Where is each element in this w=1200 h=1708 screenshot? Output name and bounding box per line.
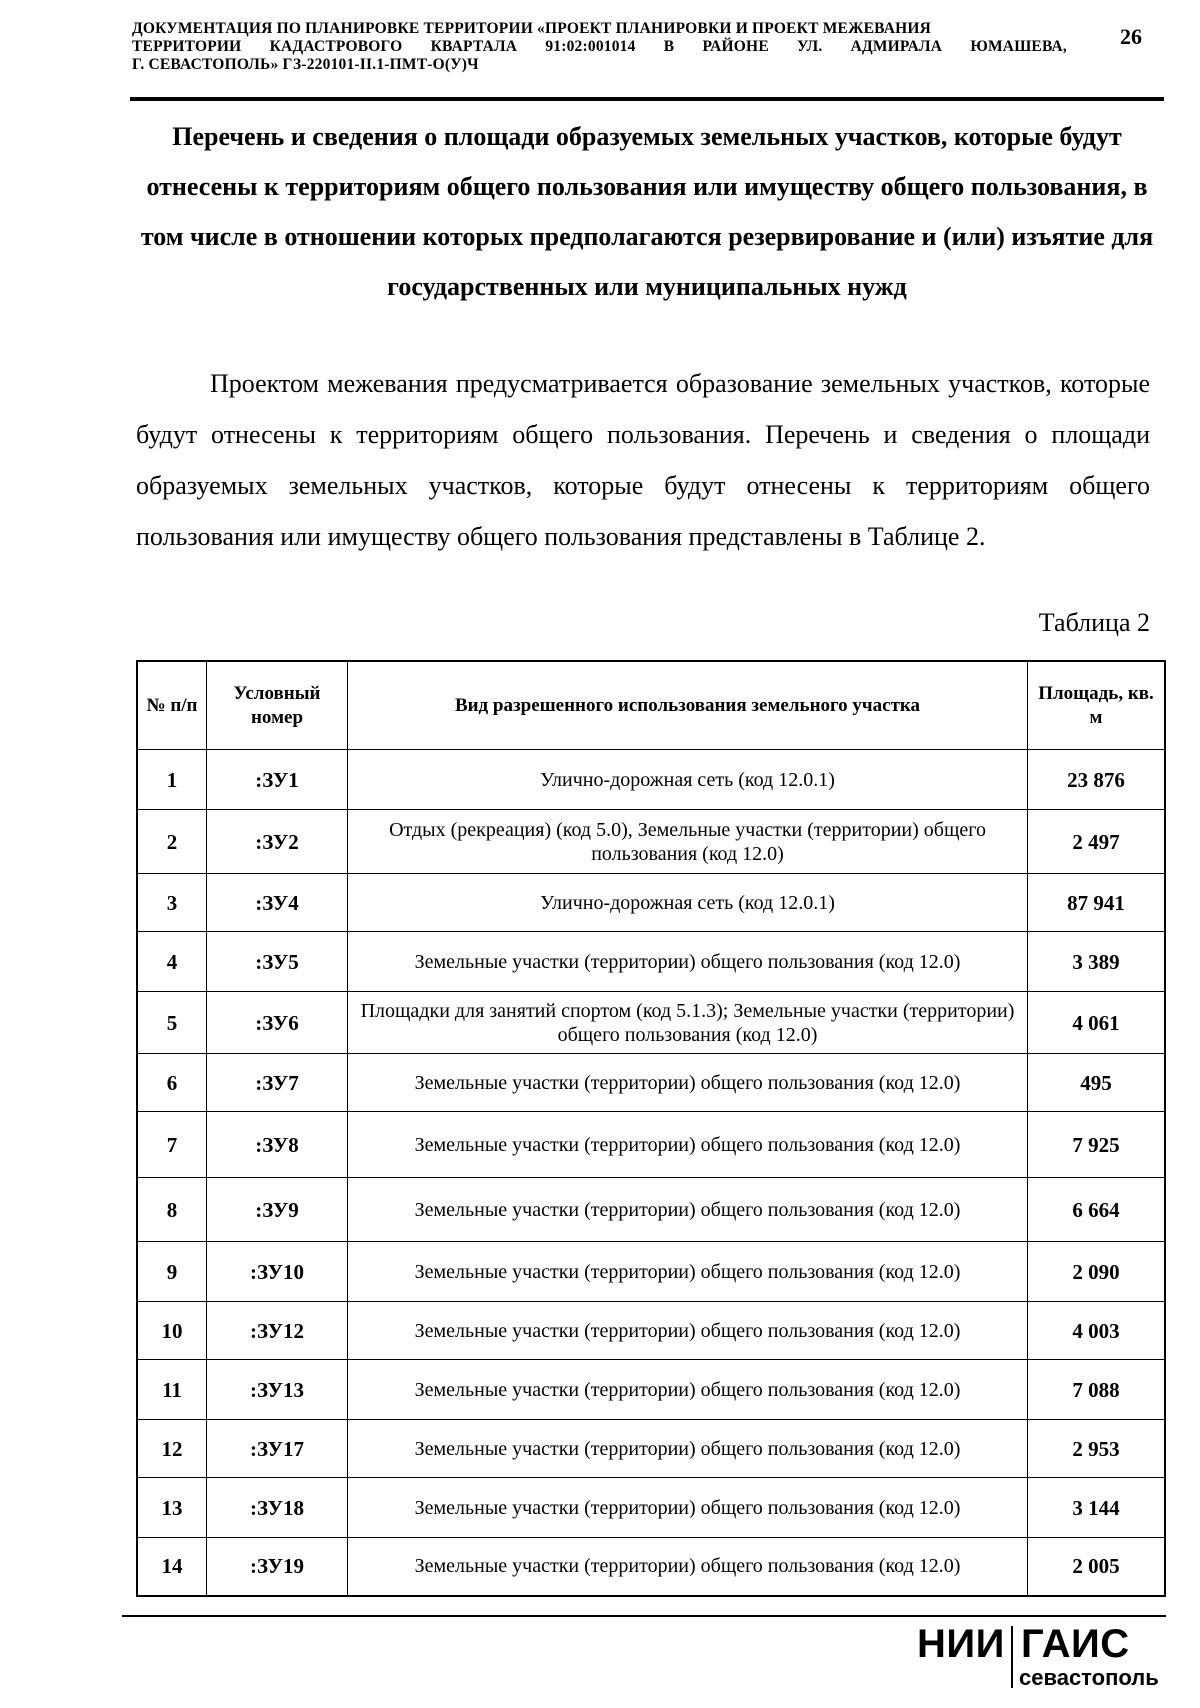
page-number: 26: [1120, 24, 1142, 49]
header-line-1: ДОКУМЕНТАЦИЯ ПО ПЛАНИРОВКЕ ТЕРРИТОРИИ «ПРОЕКТ ПЛАНИРОВКИ И ПРОЕКТ МЕЖЕВАНИЯ: [132, 20, 932, 37]
table-row: [137, 1054, 1165, 1112]
cell-num: 8: [137, 1178, 207, 1242]
table-row: [137, 1302, 1165, 1360]
cell-num: 12: [137, 1420, 207, 1478]
cell-use: Земельные участки (территории) общего пользования (код 12.0): [348, 932, 1028, 992]
cell-num: 3: [137, 874, 207, 932]
cell-code: :ЗУ18: [207, 1478, 348, 1538]
table-row: [137, 932, 1165, 992]
cell-num: 4: [137, 932, 207, 992]
document-header: [132, 20, 1132, 74]
cell-area: 2 005: [1028, 1538, 1166, 1596]
cell-num: 9: [137, 1242, 207, 1302]
cell-code: :ЗУ13: [207, 1360, 348, 1420]
cell-use: Земельные участки (территории) общего пользования (код 12.0): [348, 1178, 1028, 1242]
cell-use: Земельные участки (территории) общего пользования (код 12.0): [348, 1242, 1028, 1302]
cell-code: :ЗУ9: [207, 1178, 348, 1242]
cell-code: :ЗУ6: [207, 992, 348, 1054]
cell-code: :ЗУ2: [207, 810, 348, 874]
cell-use: Площадки для занятий спортом (код 5.1.3); Земельные участки (территории) общего пользования (код 12.0): [348, 992, 1028, 1054]
cell-use: Земельные участки (территории) общего пользования (код 12.0): [348, 1112, 1028, 1178]
niigais-logo: [917, 1622, 1177, 1692]
cell-use: Земельные участки (территории) общего пользования (код 12.0): [348, 1302, 1028, 1360]
cell-use: Улично-дорожная сеть (код 12.0.1): [348, 874, 1028, 932]
paragraph-text: Проектом межевания предусматривается образование земельных участков, которые будут отнесены к территориям общего пользования. Перечень и сведения о площади образуемых земельных участков, которые будут отнесены к территориям общего пользования или имуществу общего пользования представлены в Таблице 2.: [136, 369, 1150, 551]
cell-num: 14: [137, 1538, 207, 1596]
cell-num: 2: [137, 810, 207, 874]
table-row: [137, 750, 1165, 810]
cell-num: 11: [137, 1360, 207, 1420]
cell-use: Земельные участки (территории) общего пользования (код 12.0): [348, 1420, 1028, 1478]
cell-num: 5: [137, 992, 207, 1054]
cell-code: :ЗУ1: [207, 750, 348, 810]
header-divider: [130, 97, 1164, 101]
header-code: Условный номер: [207, 661, 348, 750]
cell-num: 6: [137, 1054, 207, 1112]
table-row: [137, 1478, 1165, 1538]
cell-area: 2 953: [1028, 1420, 1166, 1478]
header-area: Площадь, кв. м: [1028, 661, 1166, 750]
cell-num: 1: [137, 750, 207, 810]
cell-area: 7 088: [1028, 1360, 1166, 1420]
cell-area: 3 389: [1028, 932, 1166, 992]
cell-area: 4 003: [1028, 1302, 1166, 1360]
table-body: [137, 750, 1165, 1596]
cell-code: :ЗУ7: [207, 1054, 348, 1112]
cell-area: 3 144: [1028, 1478, 1166, 1538]
cell-area: 7 925: [1028, 1112, 1166, 1178]
cell-use: Земельные участки (территории) общего пользования (код 12.0): [348, 1478, 1028, 1538]
cell-code: :ЗУ17: [207, 1420, 348, 1478]
table-row: [137, 1242, 1165, 1302]
cell-use: Отдых (рекреация) (код 5.0), Земельные участки (территории) общего пользования (код 12.0): [348, 810, 1028, 874]
table-row: [137, 1420, 1165, 1478]
cell-num: 7: [137, 1112, 207, 1178]
cell-area: 6 664: [1028, 1178, 1166, 1242]
cell-area: 4 061: [1028, 992, 1166, 1054]
table-row: [137, 810, 1165, 874]
cell-use: Земельные участки (территории) общего пользования (код 12.0): [348, 1054, 1028, 1112]
land-plots-table: [136, 660, 1166, 1597]
section-title: Перечень и сведения о площади образуемых земельных участков, которые будут отнесены к территориям общего пользования или имуществу общего пользования, в том числе в отношении которых предполагаются резервирование и (или) изъятие для государственных или муниципальных нужд: [140, 122, 1154, 301]
cell-num: 10: [137, 1302, 207, 1360]
cell-code: :ЗУ5: [207, 932, 348, 992]
table-row: [137, 1178, 1165, 1242]
table-row: [137, 1360, 1165, 1420]
cell-code: :ЗУ19: [207, 1538, 348, 1596]
header-use: Вид разрешенного использования земельного участка: [348, 661, 1028, 750]
logo-separator: [1011, 1626, 1013, 1688]
body-paragraph: [136, 358, 1150, 562]
cell-use: Земельные участки (территории) общего пользования (код 12.0): [348, 1360, 1028, 1420]
table-caption: Таблица 2: [1038, 608, 1150, 637]
logo-subtitle: севастополь: [1019, 1665, 1159, 1690]
cell-use: Улично-дорожная сеть (код 12.0.1): [348, 750, 1028, 810]
table-row: [137, 992, 1165, 1054]
table-header-row: [137, 661, 1165, 750]
cell-area: 23 876: [1028, 750, 1166, 810]
logo-part-1: НИИ: [917, 1622, 1005, 1666]
table-row: [137, 874, 1165, 932]
cell-use: Земельные участки (территории) общего пользования (код 12.0): [348, 1538, 1028, 1596]
cell-area: 87 941: [1028, 874, 1166, 932]
footer-divider: [122, 1615, 1166, 1617]
logo-part-2: ГАИС: [1021, 1622, 1130, 1666]
cell-area: 2 090: [1028, 1242, 1166, 1302]
cell-area: 495: [1028, 1054, 1166, 1112]
table-row: [137, 1538, 1165, 1596]
header-line-2: ТЕРРИТОРИИ КАДАСТРОВОГО КВАРТАЛА 91:02:001014 В РАЙОНЕ УЛ. АДМИРАЛА ЮМАШЕВА,: [132, 38, 1067, 55]
cell-area: 2 497: [1028, 810, 1166, 874]
cell-code: :ЗУ12: [207, 1302, 348, 1360]
header-line-3: Г. СЕВАСТОПОЛЬ» ГЗ-220101-II.1-ПМТ-О(У)Ч: [132, 56, 479, 73]
cell-code: :ЗУ4: [207, 874, 348, 932]
cell-code: :ЗУ10: [207, 1242, 348, 1302]
cell-num: 13: [137, 1478, 207, 1538]
header-num: № п/п: [137, 661, 207, 750]
table-row: [137, 1112, 1165, 1178]
cell-code: :ЗУ8: [207, 1112, 348, 1178]
